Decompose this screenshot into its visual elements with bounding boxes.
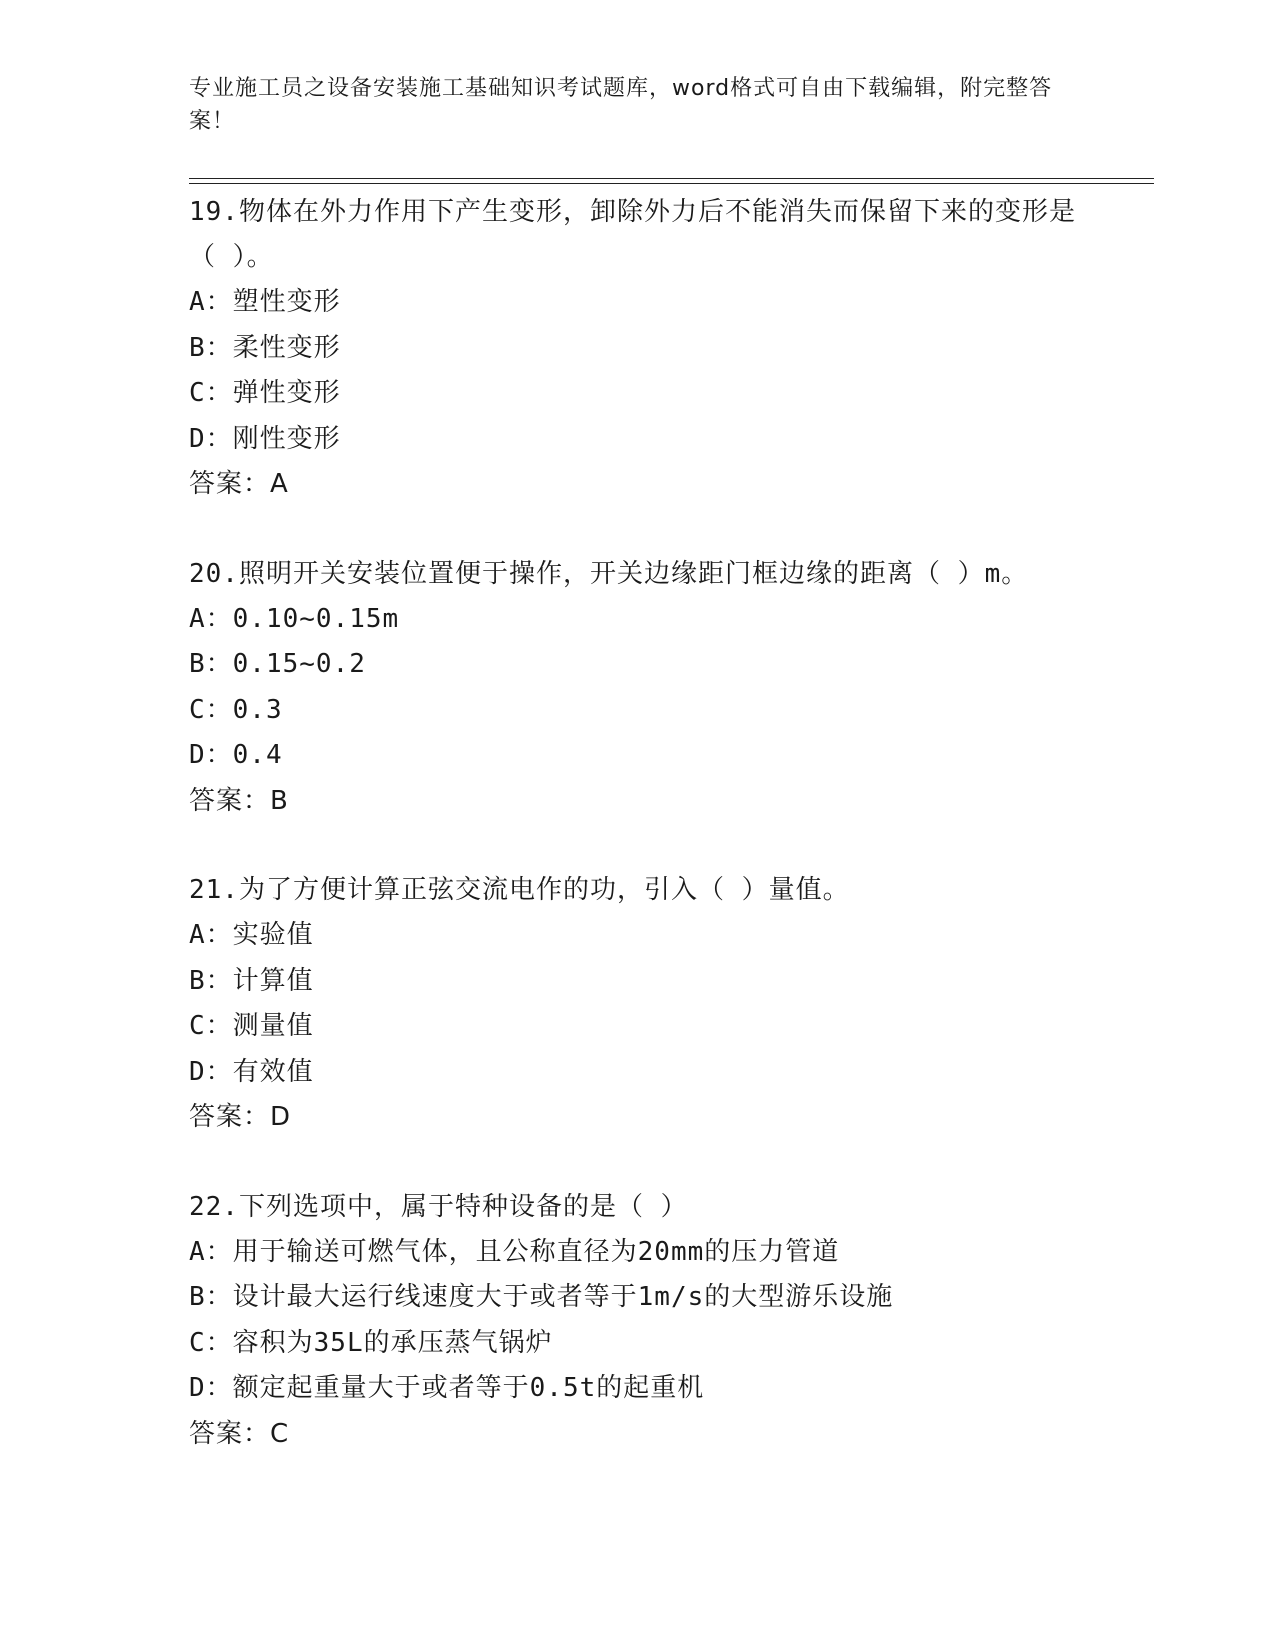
option-a: A：用于输送可燃气体，且公称直径为20mm的压力管道 <box>189 1236 840 1267</box>
option-c: C：0.3 <box>189 694 283 725</box>
question-20 <box>189 552 1089 825</box>
option-c: C：弹性变形 <box>189 378 341 408</box>
option-b: B：计算值 <box>189 965 314 996</box>
question-stem: 21.为了方便计算正弦交流电作的功，引入（ ）量值。 <box>189 875 850 905</box>
option-c: C：容积为35L的承压蒸气锅炉 <box>189 1327 553 1358</box>
option-a: A：实验值 <box>189 920 314 950</box>
answer: 答案：C <box>189 1418 290 1449</box>
option-d: D：有效值 <box>189 1056 314 1087</box>
question-21 <box>189 868 1089 1141</box>
option-b: B：柔性变形 <box>189 332 341 363</box>
answer: 答案：D <box>189 1102 292 1132</box>
option-b: B：0.15~0.2 <box>189 649 366 679</box>
header-divider-top <box>189 178 1154 179</box>
answer: 答案：A <box>189 469 289 499</box>
option-a: A：塑性变形 <box>189 287 341 317</box>
option-a: A：0.10~0.15m <box>189 603 400 634</box>
header-divider-bottom <box>189 183 1154 184</box>
option-d: D：刚性变形 <box>189 423 341 454</box>
option-d: D：0.4 <box>189 740 283 770</box>
question-stem: 19.物体在外力作用下产生变形，卸除外力后不能消失而保留下来的变形是（ ）。 <box>189 197 1076 272</box>
question-list <box>189 190 1089 1457</box>
question-stem: 22.下列选项中，属于特种设备的是（ ） <box>189 1191 688 1222</box>
question-stem: 20.照明开关安装位置便于操作，开关边缘距门框边缘的距离（ ）m。 <box>189 558 1029 589</box>
option-c: C：测量值 <box>189 1011 314 1041</box>
option-b: B：设计最大运行线速度大于或者等于1m/s的大型游乐设施 <box>189 1282 894 1312</box>
answer: 答案：B <box>189 785 289 816</box>
question-19 <box>189 190 1089 508</box>
option-d: D：额定起重量大于或者等于0.5t的起重机 <box>189 1373 705 1403</box>
document-header: 专业施工员之设备安装施工基础知识考试题库，word格式可自由下载编辑，附完整答案！ <box>189 76 1053 134</box>
question-22 <box>189 1185 1089 1458</box>
